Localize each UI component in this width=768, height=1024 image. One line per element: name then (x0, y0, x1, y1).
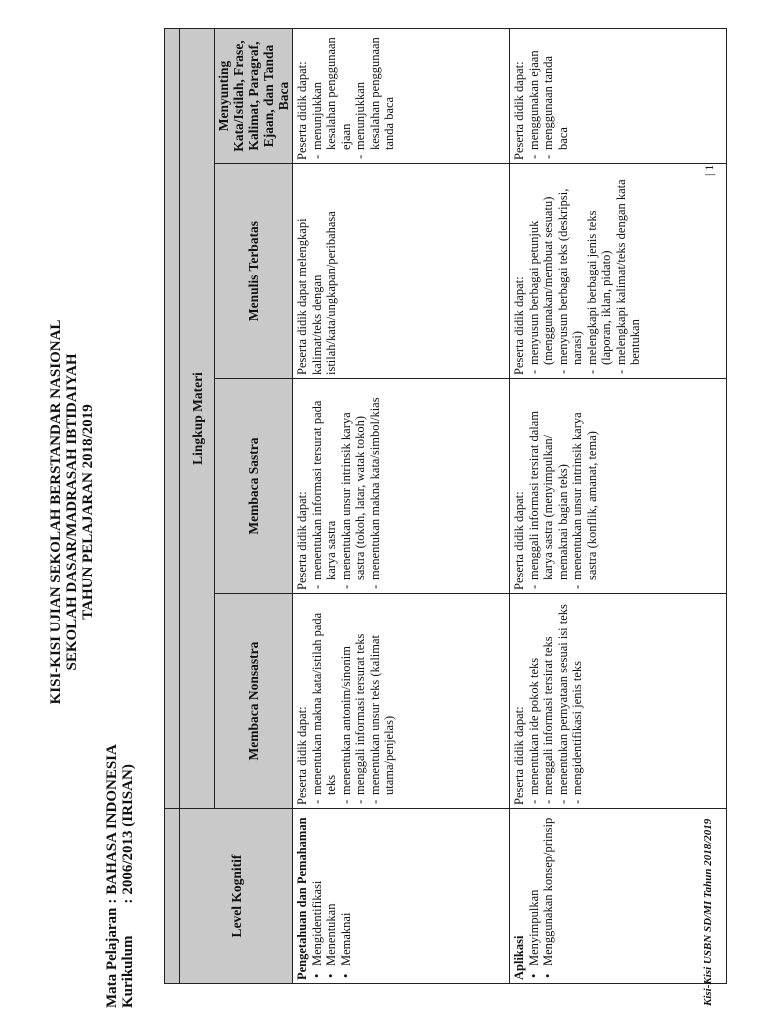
level-cell (510, 809, 727, 984)
list-item: - menggunaan tanda baca (541, 32, 570, 160)
list-item: - menentukan informasi tersurat pada karya sastra (310, 382, 339, 590)
document-meta (104, 740, 136, 1008)
level-cell (293, 809, 510, 984)
curriculum-label: Kurikulum (120, 935, 136, 1008)
cell-intro: Peserta didik dapat melengkapi kalimat/teks dengan istilah/kata/ungkapan/peribahasa (295, 211, 338, 375)
level-title: Aplikasi (512, 935, 526, 980)
col-header-menyunting: Menyunting Kata/Istilah, Frase, Kalimat, Paragraf, Ejaan, dan Tanda Baca (215, 29, 293, 164)
list-item: - menentukan makna kata/istilah pada teks (310, 597, 339, 805)
content-cell (293, 164, 510, 379)
list-item: - menunjukkan kesalahan penggunaan tanda baca (353, 32, 397, 160)
title-line: KISI-KISI UJIAN SEKOLAH BERSTANDAR NASIONAL (48, 319, 64, 705)
list-item: • Mengidentifikasi (310, 812, 325, 980)
list-item: • Memaknai (339, 812, 354, 980)
cell-list (527, 167, 643, 375)
content-cell (510, 164, 727, 379)
level-list (310, 812, 354, 980)
list-item: - menentukan pernyataan sesuai isi teks (556, 597, 571, 805)
list-item: • Menentukan (324, 812, 339, 980)
header-blank-cell (165, 809, 180, 984)
col-header-membaca-nonsastra: Membaca Nonsastra (215, 594, 293, 809)
cell-list (527, 382, 600, 590)
list-item: - menentukan ide pokok teks (527, 597, 542, 805)
list-item: - menentukan unsur intrinsik karya sastra (konflik, amanat, tema) (570, 382, 599, 590)
cell-intro: Peserta didik dapat: (295, 491, 309, 590)
title-line: TAHUN PELAJARAN 2018/2019 (80, 404, 96, 620)
content-cell (293, 594, 510, 809)
document-title (48, 0, 96, 1024)
list-item: • Menggunakan konsep/prinsip (541, 812, 556, 980)
cell-list (527, 597, 585, 805)
list-item: - menentukan unsur intrinsik karya sastra (tokoh, latar, watak tokoh) (339, 382, 368, 590)
cell-intro: Peserta didik dapat: (295, 61, 309, 160)
list-item: - mengidentifikasi jenis teks (570, 597, 585, 805)
cell-intro: Peserta didik dapat: (512, 276, 526, 375)
footer-text: Kisi-Kisi USBN SD/MI Tahun 2018/2019 (702, 818, 714, 1006)
level-list (527, 812, 556, 980)
cell-intro: Peserta didik dapat: (512, 491, 526, 590)
cell-list (310, 32, 397, 160)
list-item: - menggali informasi tersirat teks (541, 597, 556, 805)
list-item: - melengkapi kalimat/teks dengan kata bentukan (614, 167, 643, 375)
col-header-membaca-sastra: Membaca Sastra (215, 379, 293, 594)
cell-intro: Peserta didik dapat: (512, 706, 526, 805)
content-cell (293, 29, 510, 164)
list-item: - menyusun berbagai teks (deskripsi, narasi) (556, 167, 585, 375)
table-row (510, 29, 727, 984)
cell-list (310, 597, 397, 805)
col-header-menulis-terbatas: Menulis Terbatas (215, 164, 293, 379)
list-item: - menyusun berbagai petunjuk (menggunakan/membuat sesuatu) (527, 167, 556, 375)
col-header-level: Level Kognitif (180, 809, 293, 984)
list-item: - menentukan makna kata/simbol/kias (368, 382, 383, 590)
subject-label: Mata Pelajaran (104, 907, 120, 1008)
cell-list (527, 32, 571, 160)
content-cell (510, 379, 727, 594)
group-header-lingkup-materi: Lingkup Materi (180, 29, 215, 809)
list-item: - menggali informasi tersurat teks (353, 597, 368, 805)
list-item: - melengkapi berbagai jenis teks (laporan, iklan, pidato) (585, 167, 614, 375)
content-cell (510, 594, 727, 809)
table-row (293, 29, 510, 984)
title-line: SEKOLAH DASAR/MADRASAH IBTIDAIYAH (64, 353, 80, 671)
subject-value: BAHASA INDONESIA (104, 744, 120, 895)
page-number: | 1 (702, 164, 716, 176)
cell-list (310, 382, 383, 590)
list-item: - menggunakan ejaan (527, 32, 542, 160)
content-cell (510, 29, 727, 164)
list-item: • Menyimpulkan (527, 812, 542, 980)
header-blank-cell (165, 29, 180, 809)
cell-intro: Peserta didik dapat: (295, 706, 309, 805)
curriculum-separator: : (120, 898, 136, 904)
subject-separator: : (104, 898, 120, 904)
cell-intro: Peserta didik dapat: (512, 61, 526, 160)
list-item: - menggali informasi tersirat dalam karya sastra (menyimpulkan/ memaknai bagian teks) (527, 382, 571, 590)
level-title: Pengetahuan dan Pemahaman (295, 817, 309, 980)
list-item: - menentukan unsur teks (kalimat utama/penjelas) (368, 597, 397, 805)
content-cell (293, 379, 510, 594)
curriculum-value: 2006/2013 (IRISAN) (120, 764, 136, 895)
list-item: - menentukan antonim/sinonim (339, 597, 354, 805)
kisi-kisi-table (164, 28, 727, 984)
list-item: - menunjukkan kesalahan penggunaan ejaan (310, 32, 354, 160)
